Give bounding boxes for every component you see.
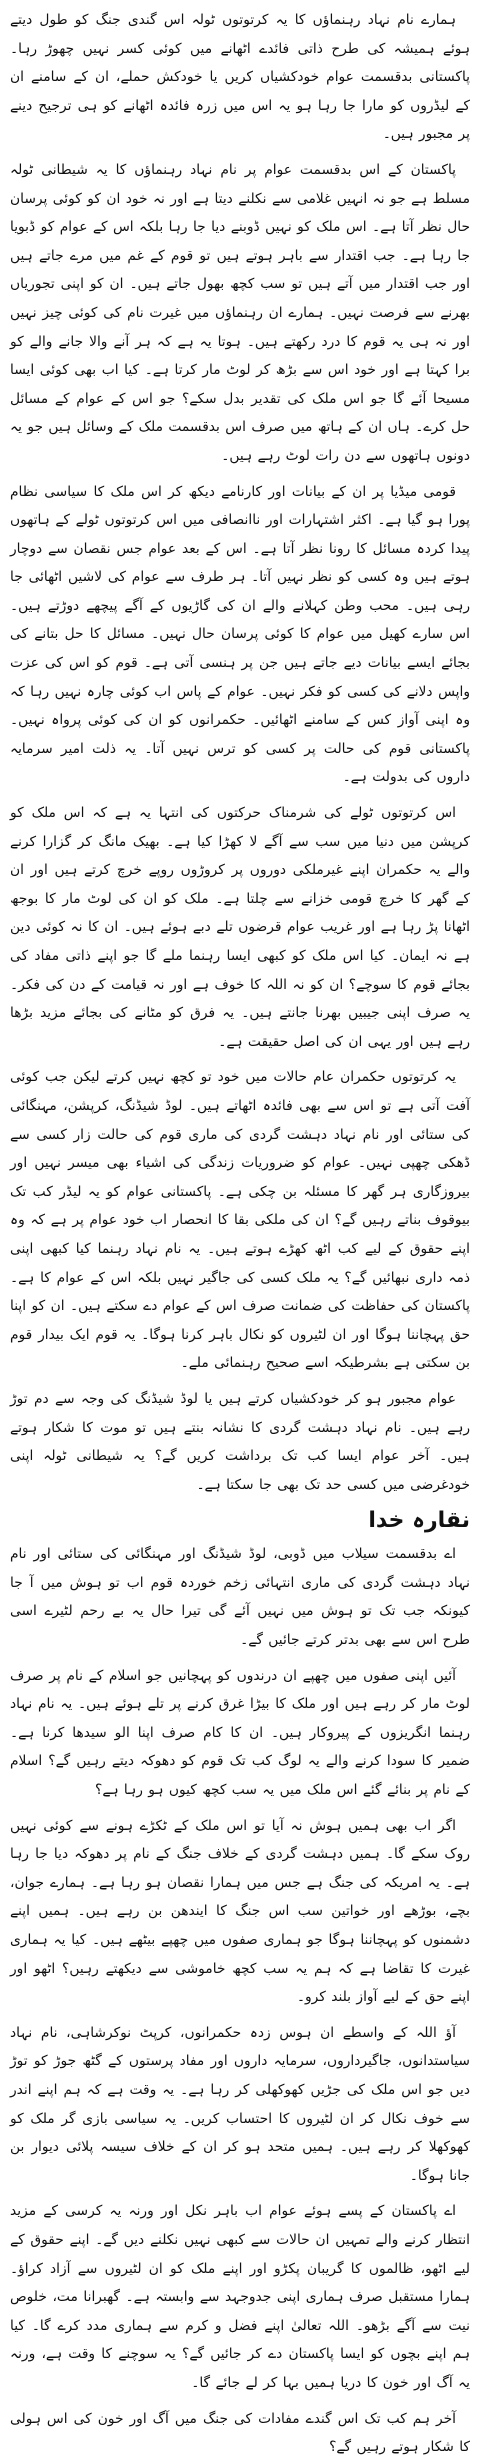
article-paragraph: آئیں اپنی صفوں میں چھپے ان درندوں کو پہچانیں جو اسلام کے نام پر صرف لوٹ مار کر رہے ہیں اور ملک کا بیڑا غرق کرنے پر تلے ہوئے ہیں۔ یہ نام نہاد رہنما انگریزوں کے پیروکار ہیں۔ ان کا کام صرف اپنا الو سیدھا کرنا ہے۔ ضمیر کا سودا کرنے والے یہ لوگ کب تک قوم کو دھوکہ دیتے رہیں گے؟ اسلام کے نام پر بنائے گئے اس ملک میں یہ سب کچھ کیوں ہو رہا ہے؟	[10, 1667, 470, 1799]
article-paragraph: قومی میڈیا پر ان کے بیانات اور کارنامے دیکھ کر اس ملک کا سیاسی نظام پورا ہو گیا ہے۔ اکثر اشتہارات اور ناانصافی میں اس کرتوتوں ٹولے کے ہاتھوں پیدا کردہ مسائل کا رونا نظر آتا ہے۔ اس کے بعد عوام جس نقصان سے دوچار ہوتے ہیں وہ کسی کو نظر نہیں آتا۔ ہر طرف سے عوام کی لاشیں اٹھائی جا رہی ہیں۔ محب وطن کہلانے والے ان کی گاڑیوں کے آگے پیچھے دوڑتے ہیں۔ اس سارے کھیل میں عوام کا کوئی پرسان حال نہیں۔ مسائل کا حل بتانے کی بجائے ایسے بیانات دیے جاتے ہیں جن پر ہنسی آتی ہے۔ قوم کو اس کی عزت واپس دلانے کی کسی کو فکر نہیں۔ عوام کے پاس اب کوئی چارہ نہیں رہا کہ وہ اپنی آواز کس کے سامنے اٹھائیں۔ حکمرانوں کو ان کی کوئی پرواہ نہیں۔ پاکستانی قوم کی حالت پر کسی کو ترس نہیں آتا۔ یہ ذلت امیر سرمایہ داروں کی بدولت ہے۔	[10, 483, 470, 786]
article-paragraph: پاکستان کے اس بدقسمت عوام پر نام نہاد رہنماؤں کا یہ شیطانی ٹولہ مسلط ہے جو نہ انہیں غلامی سے نکلنے دیتا ہے اور نہ خود ان کو کوئی پرسان حال نظر آتا ہے۔ اس ملک کو نہیں ڈوبنے دیا جا رہا بلکہ اس کے عوام کو ڈبویا جا رہا ہے۔ جب اقتدار سے باہر ہوتے ہیں تو قوم کے غم میں مرے جاتے ہیں اور جب اقتدار میں آتے ہیں تو سب کچھ بھول جاتے ہیں۔ ان کو اپنی تجوریاں بھرنے سے فرصت نہیں۔ ہمارے ان رہنماؤں میں غیرت نام کی کوئی چیز نہیں اور نہ ہی یہ قوم کا درد رکھتے ہیں۔ ہوتا یہ ہے کہ ہر آنے والا جانے والے کو برا کہتا ہے اور خود اس سے بڑھ کر لوٹ مار کرتا ہے۔ کیا اب بھی کوئی ایسا مسیحا آئے گا جو اس ملک کی تقدیر بدل سکے؟ جو اس کے عوام کے مسائل حل کرے۔ ہاں ان کے ہاتھ میں صرف اس بدقسمت ملک کے وسائل ہیں جو یہ دونوں ہاتھوں سے دن رات لوٹ رہے ہیں۔	[10, 161, 470, 464]
article-paragraph: آخر ہم کب تک اس گندے مفادات کی جنگ میں آگ اور خون کی اس ہولی کا شکار ہوتے رہیں گے؟	[10, 2410, 470, 2456]
article-paragraph: عوام مجبور ہو کر خودکشیاں کرتے ہیں یا لوڈ شیڈنگ کی وجہ سے دم توڑ رہے ہیں۔ نام نہاد دہشت گردی کا نشانہ بنتے ہیں تو موت کا شکار ہوتے ہیں۔ آخر عوام ایسا کب تک برداشت کریں گے؟ یہ شیطانی ٹولہ اپنی خودغرضی میں کسی حد تک بھی جا سکتا ہے۔	[10, 1390, 470, 1493]
article-body-part-2	[10, 1540, 470, 2461]
article-paragraph: اس کرتوتوں ٹولے کی شرمناک حرکتوں کی انتہا یہ ہے کہ اس ملک کو کرپشن میں دنیا میں سب سے آگے لا کھڑا کیا ہے۔ بھیک مانگ کر گزارا کرنے والے یہ حکمران اپنے غیرملکی دوروں پر کروڑوں روپے خرچ کرتے ہیں اور ان کے گھر کا خرچ قومی خزانے سے چلتا ہے۔ ملک کو ان کی لوٹ مار کا بوجھ اٹھانا پڑ رہا ہے اور غریب عوام قرضوں تلے دبے ہوئے ہیں۔ ان کا نہ کوئی دین ہے نہ ایمان۔ کیا اس ملک کو کبھی ایسا رہنما ملے گا جو اپنے ذاتی مفاد کی بجائے قوم کا سوچے؟ ان کو نہ اللہ کا خوف ہے اور نہ قیامت کے دن کی فکر۔ یہ صرف اپنی جیبیں بھرنا جانتے ہیں۔ یہ فرق کو مٹانے کی بجائے مزید بڑھا رہے ہیں اور یہی ان کی اصل حقیقت ہے۔	[10, 805, 470, 1050]
article-paragraph: اگر اب بھی ہمیں ہوش نہ آیا تو اس ملک کے ٹکڑے ہونے سے کوئی نہیں روک سکے گا۔ ہمیں دہشت گردی کے خلاف جنگ کے نام پر دھوکہ دیا جا رہا ہے۔ یہ امریکہ کی جنگ ہے جس میں ہمارا نقصان ہو رہا ہے۔ ہمارے جوان، بچے، بوڑھے اور خواتین سب اس جنگ کا ایندھن بن رہے ہیں۔ ہمیں اپنے دشمنوں کو پہچاننا ہوگا جو ہماری صفوں میں چھپے بیٹھے ہیں۔ کیا یہ ہماری غیرت کا تقاضا ہے کہ ہم یہ سب کچھ خاموشی سے دیکھتے رہیں؟ اٹھو اور اپنے حق کے لیے آواز بلند کرو۔	[10, 1817, 470, 2006]
section-heading: نقارہ خدا	[368, 1508, 470, 1534]
article-paragraph: یہ کرتوتوں حکمران عام حالات میں خود تو کچھ نہیں کرتے لیکن جب کوئی آفت آتی ہے تو اس سے بھی فائدہ اٹھاتے ہیں۔ لوڈ شیڈنگ، کرپشن، مہنگائی کی ستائی اور نام نہاد دہشت گردی کی ماری قوم کی حالت زار کسی سے ڈھکی چھپی نہیں۔ عوام کو ضروریات زندگی کی اشیاء بھی میسر نہیں اور بیروزگاری ہر گھر کا مسئلہ بن چکی ہے۔ پاکستانی عوام کو یہ لیڈر کب تک بیوقوف بناتے رہیں گے؟ ان کی ملکی بقا کا انحصار اب خود عوام پر ہے کہ وہ اپنے حقوق کے لیے کب اٹھ کھڑے ہوتے ہیں۔ یہ نام نہاد رہنما کیا کبھی اپنی ذمہ داری نبھائیں گے؟ یہ ملک کسی کی جاگیر نہیں بلکہ اس کے عوام کا ہے۔ پاکستان کی حفاظت کی ضمانت صرف اس کے عوام دے سکتے ہیں۔ ان کو اپنا حق پہچاننا ہوگا اور ان لٹیروں کو نکال باہر کرنا ہوگا۔ یہ قوم ایک بیدار قوم بن سکتی ہے بشرطیکہ اسے صحیح رہنمائی ملے۔	[10, 1069, 470, 1372]
article-body-part-1	[10, 6, 470, 1499]
article-paragraph: ہمارے نام نہاد رہنماؤں کا یہ کرتوتوں ٹولہ اس گندی جنگ کو طول دیتے ہوئے ہمیشہ کی طرح ذاتی فائدے اٹھانے میں کوئی کسر نہیں چھوڑ رہا۔ پاکستانی بدقسمت عوام خودکشیاں کریں یا خودکش حملے، ان کے سامنے ان کے لیڈروں کو مارا جا رہا ہو یہ اس میں زرہ فائدہ اٹھانے کو ہی ترجیح دینے پر مجبور ہیں۔	[10, 12, 470, 143]
article-paragraph: اے پاکستان کے پسے ہوئے عوام اب باہر نکل اور ورنہ یہ کرسی کے مزید انتظار کرنے والے تمہیں ان حالات سے کبھی نہیں نکلنے دیں گے۔ اپنے حقوق کے لیے اٹھو، ظالموں کا گریبان پکڑو اور اپنے ملک کو ان لٹیروں سے آزاد کراؤ۔ ہمارا مستقبل صرف ہماری اپنی جدوجہد سے وابستہ ہے۔ گھبرانا مت، خلوص نیت سے آگے بڑھو۔ اللہ تعالیٰ اپنے فضل و کرم سے ہماری مدد کرے گا۔ کیا ہم اپنے بچوں کو ایسا پاکستان دے کر جائیں گے؟ یہ سوچنے کا وقت ہے، ورنہ یہ آگ اور خون کا دریا ہمیں بہا کر لے جائے گا۔	[10, 2203, 470, 2391]
article-paragraph: اے بدقسمت سیلاب میں ڈوبی، لوڈ شیڈنگ اور مہنگائی کی ستائی اور نام نہاد دہشت گردی کی ماری انتہائی زخم خوردہ قوم اب تو ہوش میں آ جا کیونکہ جب تک تو ہوش میں نہیں آئے گی تیرا حال یہ بے رحم لٹیرے اسی طرح اس سے بھی بدتر کرتے جائیں گے۔	[10, 1546, 470, 1649]
article-paragraph: آؤ اللہ کے واسطے ان ہوس زدہ حکمرانوں، کرپٹ نوکرشاہی، نام نہاد سیاستدانوں، جاگیرداروں، سرمایہ داروں اور مفاد پرستوں کے گٹھ جوڑ کو توڑ دیں جو اس ملک کی جڑیں کھوکھلی کر رہا ہے۔ یہ وقت ہے کہ ہم اپنے اندر سے خوف نکال کر ان لٹیروں کا احتساب کریں۔ یہ سیاسی بازی گر ملک کو کھوکھلا کر رہے ہیں۔ ہمیں متحد ہو کر ان کے خلاف سیسہ پلائی دیوار بن جانا ہوگا۔	[10, 2024, 470, 2184]
